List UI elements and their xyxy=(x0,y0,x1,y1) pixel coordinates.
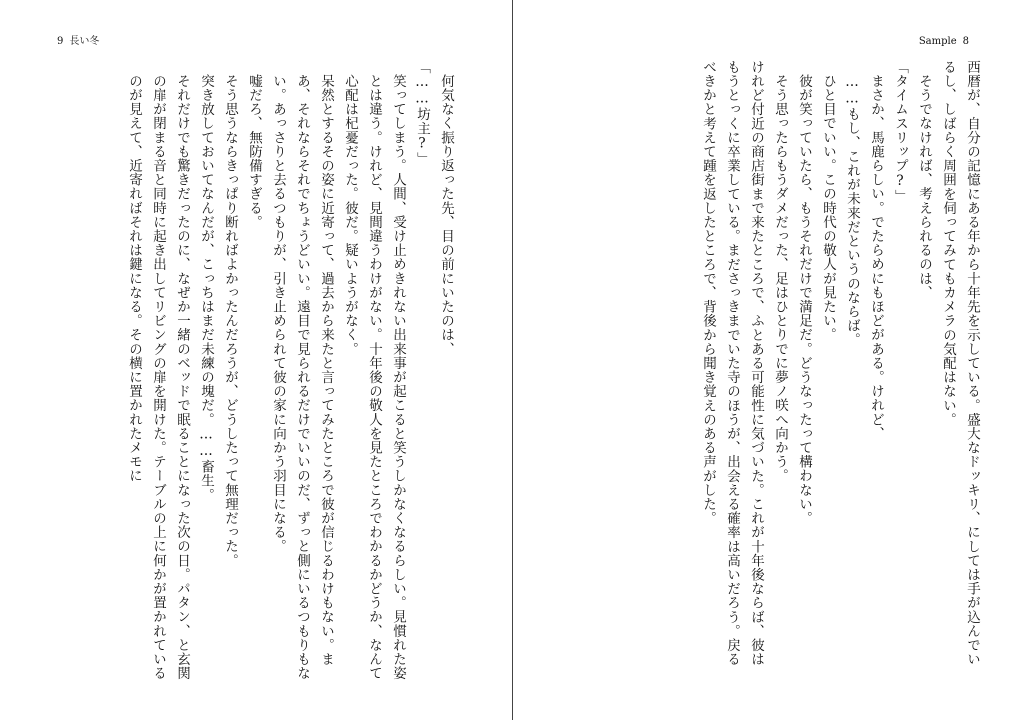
right-page xyxy=(513,0,1024,720)
paragraph: それだけでも驚きだったのに、なぜか一緒のベッドで眠ることになった次の日。パタン、と玄関の扉が閉まる音と同時に起き出してリビングの扉を開けた。テーブルの上に何かが置かれているのが見えて、近寄ればそれは鍵になる。その横に置かれたメモに xyxy=(126,73,190,680)
paragraph: そうでなければ、考えられるのは、 xyxy=(916,73,932,300)
paragraph: ひと目でいい。この時代の敬人が見たい。 xyxy=(820,73,836,342)
right-page-header xyxy=(919,36,969,48)
paragraph: 嘘だろ、無防備すぎる。 xyxy=(246,73,262,229)
left-page-body xyxy=(18,60,458,680)
right-page-body xyxy=(604,60,984,680)
paragraph: 彼が笑っていたら、もうそれだけで満足だ。どうなったって構わない。 xyxy=(796,73,812,525)
left-page-number: 9 xyxy=(57,36,64,47)
paragraph: 笑ってしまう。人間、受け止めきれない出来事が起こると笑うしかなくなるらしい。見慣れた姿とは違う。けれど、見間違うわけがない。十年後の敬人を見たところでわかるかどうか、なんて心配は杞憂だった。彼だ。疑いようがなく。 xyxy=(342,73,406,680)
right-page-number: 8 xyxy=(962,36,969,47)
paragraph: そう思ったらもうダメだった、足はひとりでに夢ノ咲へ向かう。 xyxy=(772,73,788,483)
paragraph: けれど付近の商店街まで来たところで、ふとある可能性に気づいた。これが十年後ならば、彼はもうとっくに卒業している。まださっきまでいた寺のほうが、出会える確率は高いだろう。戻るべきかと考えて踵を返したところで、背後から聞き覚えのある声がした。 xyxy=(700,60,764,667)
left-page-title: 長い冬 xyxy=(69,36,100,47)
paragraph: 「タイムスリップ?」 xyxy=(892,60,908,204)
paragraph: 「……坊主?」 xyxy=(414,60,430,167)
paragraph: ……もし、これが未来だというのならば。 xyxy=(844,73,860,347)
paragraph: そう思うならきっぱり断ればよかったんだろうが、どうしたって無理だった。 xyxy=(222,73,238,567)
right-page-title: Sample xyxy=(918,36,957,47)
paragraph: 呆然とするその姿に近寄って、過去から来たと言ってみたところで彼が信じるわけもない。まあ、それならそれでちょうどいい。遠目で見られるだけでいいのだ、ずっと側にいるつもりもない。あっさりと去るつもりが、引き止められて彼の家に向かう羽目になる。 xyxy=(270,73,334,680)
paragraph: 西暦が、自分の記憶にある年から十年先を示している。盛大なドッキリ、にしては手が込んでいるし、しばらく周囲を伺ってみてもカメラの気配はない。 xyxy=(940,60,980,667)
left-page-header xyxy=(57,36,99,48)
paragraph: 何気なく振り返った先、目の前にいたのは、 xyxy=(438,73,454,356)
paragraph: まさか、馬鹿らしい。でたらめにもほどがある。けれど、 xyxy=(868,73,884,441)
paragraph: 突き放しておいてなんだが、こっちはまだ未練の塊だ。……畜生。 xyxy=(198,73,214,502)
